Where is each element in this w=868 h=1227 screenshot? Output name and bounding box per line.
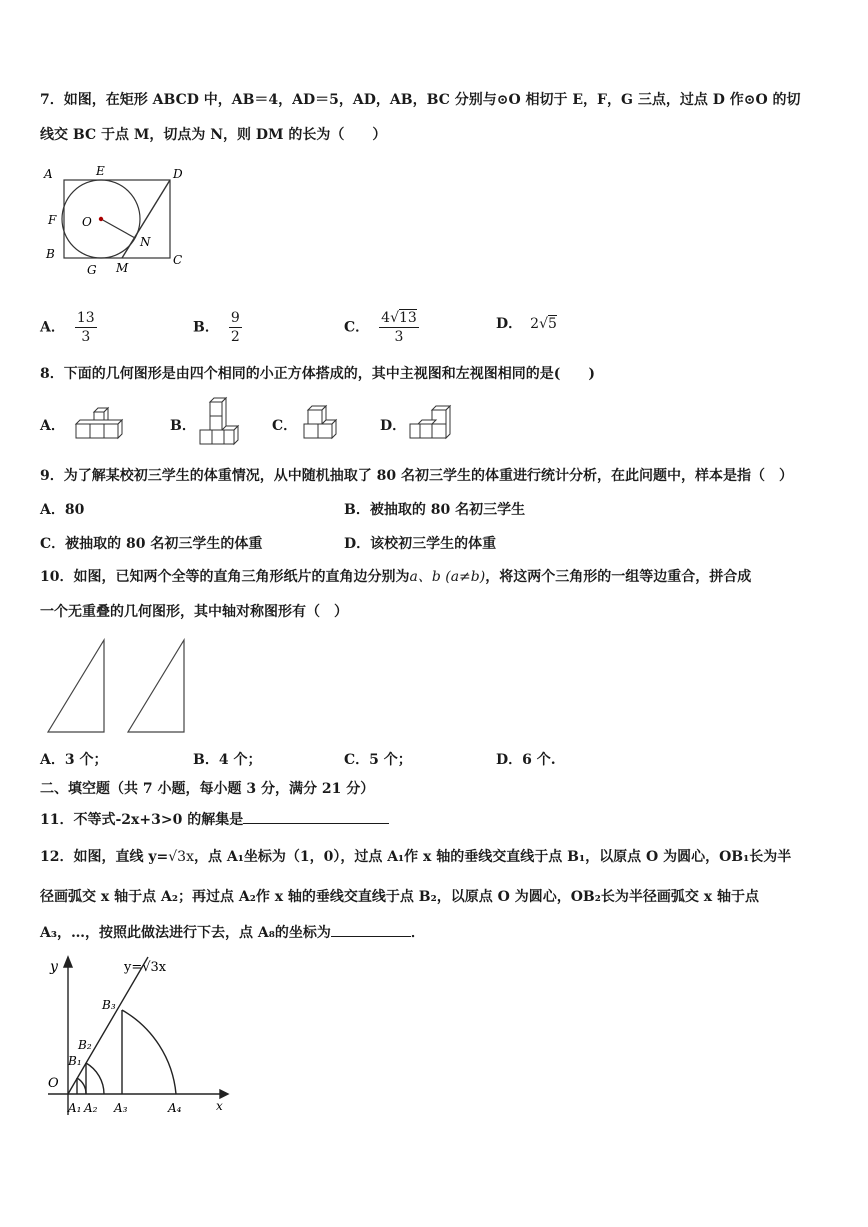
q8-option-a-figure[interactable] <box>72 404 132 444</box>
label-n: N <box>140 235 151 249</box>
label-e: E <box>96 164 105 178</box>
q7-stem-line1: 7．如图，在矩形 ABCD 中，AB＝4，AD＝5，AD，AB，BC 分别与⊙O 相切于 E，F，G 三点，过点 D 作⊙O 的切 <box>40 92 801 108</box>
arc-ob2 <box>86 1063 104 1094</box>
q11-stem: 11．不等式-2x+3>0 的解集是 <box>40 809 389 830</box>
q10-option-a[interactable]: A．3 个； <box>40 752 108 768</box>
rectangle-abcd <box>64 180 170 258</box>
label-a3: A₃ <box>114 1101 128 1115</box>
q10-option-d[interactable]: D．6 个. <box>496 752 556 768</box>
label-origin: O <box>48 1076 59 1091</box>
label-a4: A₄ <box>168 1101 182 1115</box>
label-g: G <box>87 263 97 277</box>
label-b1: B₁ <box>68 1054 82 1068</box>
triangle-right <box>128 640 184 732</box>
y-axis-arrow <box>64 957 72 967</box>
label-x-axis: x <box>216 1099 223 1113</box>
q7-option-d[interactable]: D． 2√5 <box>496 316 557 332</box>
q7-stem-line2: 线交 BC 于点 M，切点为 N，则 DM 的长为（ ） <box>40 127 387 143</box>
q10-option-b[interactable]: B．4 个； <box>193 752 262 768</box>
section-2-heading: 二、填空题（共 7 小题，每小题 3 分，满分 21 分） <box>40 781 375 797</box>
arc-ob3 <box>122 1010 176 1094</box>
label-a2: A₂ <box>84 1101 98 1115</box>
arc-ob1 <box>77 1078 86 1094</box>
q8-option-c-label[interactable]: C． <box>272 418 298 434</box>
q10-option-c[interactable]: C．5 个； <box>344 752 412 768</box>
q12-stem-line2: 径画弧交 x 轴于点 A₂；再过点 A₂作 x 轴的垂线交直线于点 B₂，以原点 O 为圆心，OB₂长为半径画弧交 x 轴于点 <box>40 889 759 905</box>
q7-option-c[interactable]: C． $\frac{4√13}{3}$ <box>344 310 417 345</box>
q8-option-a-label[interactable]: A． <box>40 418 65 434</box>
q7-option-b[interactable]: B． $\frac{9}{2}$ <box>193 310 240 345</box>
x-axis-arrow <box>220 1090 228 1098</box>
q9-option-a[interactable]: A．80 <box>40 502 85 518</box>
q12-stem-line1: 12．如图，直线 y=√3x，点 A₁坐标为（1，0），过点 A₁作 x 轴的垂线交直线于点 B₁，以原点 O 为圆心，OB₁长为半 <box>40 849 792 865</box>
label-b: B <box>46 247 55 261</box>
q10-stem-line1: 10．如图，已知两个全等的直角三角形纸片的直角边分别为a、b (a≠b)，将这两个三角形的一组等边重合，拼合成 <box>40 569 752 585</box>
q8-option-d-figure[interactable] <box>406 402 458 446</box>
label-y-axis: y <box>50 959 58 975</box>
q9-option-d[interactable]: D．该校初三学生的体重 <box>344 536 497 552</box>
q11-answer-blank[interactable] <box>243 809 389 824</box>
q8-option-c-figure[interactable] <box>300 402 340 446</box>
label-a: A <box>44 167 53 181</box>
q8-option-d-label[interactable]: D． <box>380 418 407 434</box>
q10-stem-line2: 一个无重叠的几何图形，其中轴对称图形有（ ） <box>40 604 348 620</box>
label-a1: A₁ <box>68 1101 82 1115</box>
line-y-sqrt3x <box>68 957 148 1094</box>
q7-figure <box>40 160 200 280</box>
label-c: C <box>173 253 183 267</box>
label-d: D <box>173 167 183 181</box>
label-b3: B₃ <box>102 998 116 1012</box>
q8-stem: 8．下面的几何图形是由四个相同的小正方体搭成的，其中主视图和左视图相同的是( ) <box>40 366 595 382</box>
q7-option-a[interactable]: A． $\frac{13}{3}$ <box>40 310 95 345</box>
q12-figure <box>40 955 230 1120</box>
label-line-equation: y=√3x <box>124 960 167 975</box>
q10-variables: a、b (a≠b) <box>409 569 486 585</box>
label-m: M <box>116 261 129 275</box>
q9-stem: 9．为了解某校初三学生的体重情况，从中随机抽取了 80 名初三学生的体重进行统计分析，在此问题中，样本是指（ ） <box>40 468 793 484</box>
triangle-left <box>48 640 104 732</box>
q10-figure-triangles <box>44 636 194 736</box>
q9-option-b[interactable]: B．被抽取的 80 名初三学生 <box>344 502 526 518</box>
label-b2: B₂ <box>78 1038 92 1052</box>
center-point <box>99 217 103 221</box>
q9-option-c[interactable]: C．被抽取的 80 名初三学生的体重 <box>40 536 263 552</box>
q12-answer-blank[interactable] <box>331 922 411 937</box>
q8-option-b-figure[interactable] <box>198 396 242 448</box>
radius-on <box>101 219 135 238</box>
q12-stem-line3: A₃，…，按照此做法进行下去，点 A₈的坐标为 ． <box>40 922 425 943</box>
q8-option-b-label[interactable]: B． <box>170 418 196 434</box>
label-f: F <box>48 213 57 227</box>
label-o: O <box>82 215 92 229</box>
